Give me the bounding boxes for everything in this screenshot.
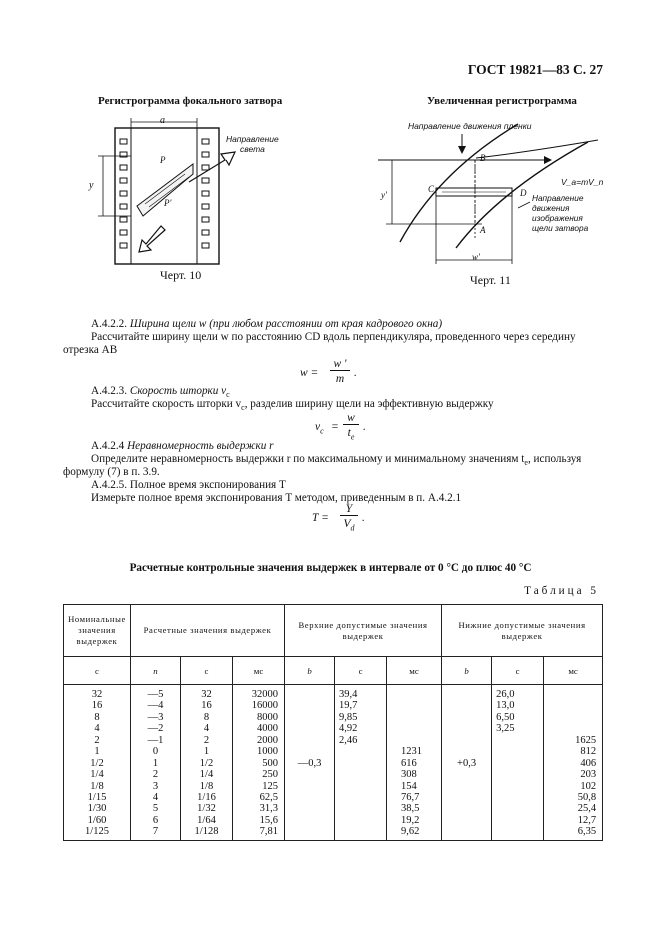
table-cell: 2	[203, 734, 210, 746]
col-calc-ms	[233, 685, 285, 841]
fig10-label-p1: P'	[164, 198, 172, 208]
table-cell: 5	[152, 803, 159, 815]
table-cell: 1000	[257, 746, 279, 758]
table-cell	[285, 689, 334, 700]
table-cell: 2,46	[339, 734, 358, 746]
table-cell	[496, 735, 543, 746]
table-cell: 125	[262, 780, 279, 792]
table-cell	[285, 723, 334, 734]
table-cell: 32	[91, 689, 103, 700]
col-upper-ms	[387, 685, 442, 841]
table-cell	[442, 700, 491, 711]
film-perforations-right	[202, 139, 209, 248]
table-cell	[339, 758, 386, 769]
table-cell	[496, 815, 543, 826]
table-cell: 1/128	[194, 826, 219, 838]
section-a422-body-1: Рассчитайте ширину щели w по расстоянию CD вдоль перпендикуляра, проведенного через середину	[91, 331, 576, 343]
fig11-label-y1: y'	[381, 190, 387, 200]
table-title: Расчетные контрольные значения выдержек в интервале от 0 °С до плюс 40 °С	[129, 562, 532, 574]
fig10-label-p: P	[160, 155, 166, 165]
table-cell: 25,4	[577, 803, 597, 815]
fig11-label-d: D	[520, 188, 527, 198]
table-cell: 7	[152, 826, 159, 838]
col-calc-c	[181, 685, 233, 841]
fig10-title: Регистрограмма фокального затвора	[98, 95, 283, 107]
table-number: Таблица 5	[524, 585, 599, 597]
table-cell: 3,25	[496, 723, 515, 735]
table-cell: 1/8	[199, 780, 214, 792]
table-cell: 19,2	[401, 814, 420, 826]
table-cell	[339, 826, 386, 837]
table-cell: 4	[152, 791, 159, 803]
table-cell: 1/8	[90, 780, 104, 792]
table-cell: 1/32	[197, 803, 216, 815]
table-cell: +0,3	[457, 757, 477, 769]
table-cell: 1	[203, 746, 210, 758]
table-cell: 1/4	[199, 769, 214, 781]
table-cell	[401, 712, 441, 723]
table-cell	[339, 815, 386, 826]
table-cell: 7,81	[259, 826, 279, 838]
section-a424-body-1: Определите неравномерность выдержки r по максимальному и минимальному значениям $t_e$, используя	[91, 453, 582, 468]
table-cell: 38,5	[401, 803, 420, 815]
table-cell	[544, 689, 596, 700]
section-a424-heading: А.4.2.4 Неравномерность выдержки r	[91, 440, 274, 452]
table-cell: 6,35	[577, 826, 597, 838]
table-cell: 16	[201, 700, 212, 712]
table-cell: 500	[262, 757, 279, 769]
table-cell: —5	[147, 689, 164, 700]
table-cell	[544, 723, 596, 734]
section-a422-heading: А.4.2.2. Ширина щели w (при любом расстоянии от края кадрового окна)	[91, 318, 443, 330]
fig11-film-direction: Направление движения пленки	[408, 121, 532, 131]
table-cell	[442, 746, 491, 757]
table-cell: 1/2	[90, 757, 104, 769]
film-arrow	[139, 226, 165, 252]
table-cell	[496, 781, 543, 792]
table-cell	[401, 735, 441, 746]
table-cell: 406	[580, 757, 597, 769]
table-cell: 1231	[401, 746, 423, 758]
table-cell	[285, 712, 334, 723]
table-cell	[442, 803, 491, 814]
fig11-label-c: C	[428, 184, 435, 194]
col-nominal	[64, 685, 131, 841]
table-cell: 32000	[251, 689, 279, 700]
table-cell: 250	[262, 769, 279, 781]
table-cell	[442, 826, 491, 837]
table-cell	[285, 803, 334, 814]
table-cell: 16	[91, 700, 103, 712]
unit-cell: n	[131, 657, 181, 685]
curve-top	[476, 140, 598, 158]
table-cell: —2	[147, 723, 164, 735]
unit-cell: c	[335, 657, 387, 685]
table-cell	[339, 769, 386, 780]
unit-cell: c	[492, 657, 544, 685]
unit-cell: c	[181, 657, 233, 685]
table-cell: 3	[152, 780, 159, 792]
table-cell: 32	[201, 689, 212, 700]
unit-cell: b	[442, 657, 492, 685]
table-cell	[442, 792, 491, 803]
table-cell: 2	[152, 769, 159, 781]
table-cell: 4,92	[339, 723, 358, 735]
table-cell: 1/64	[197, 814, 216, 826]
fig11-label-a: A	[480, 225, 486, 235]
table-cell	[285, 735, 334, 746]
header-lower: Нижние допустимые значения выдержек	[442, 605, 603, 657]
col-upper-c	[335, 685, 387, 841]
table-cell: 203	[580, 769, 597, 781]
table-cell: —3	[147, 711, 164, 723]
table-cell: 62,5	[259, 791, 279, 803]
table-cell	[285, 769, 334, 780]
table-cell	[285, 792, 334, 803]
col-lower-c	[492, 685, 544, 841]
table-cell: 26,0	[496, 689, 515, 700]
table-cell: 9,85	[339, 711, 358, 723]
table-cell	[339, 781, 386, 792]
table-cell	[496, 792, 543, 803]
fig11-label-b: B	[480, 153, 486, 163]
table-cell: —0,3	[297, 757, 322, 769]
page-header: ГОСТ 19821—83 С. 27	[467, 62, 603, 77]
table-cell: 4	[94, 723, 100, 735]
table-cell: 1/4	[90, 769, 104, 781]
section-a423-heading: А.4.2.3. Скорость шторки $v_c$	[91, 385, 230, 400]
table-cell	[496, 803, 543, 814]
fig11-note: Направление движения изображения щели затвора	[532, 193, 589, 233]
fig10-label-a: a	[160, 115, 165, 126]
table-cell	[442, 735, 491, 746]
col-n	[131, 685, 181, 841]
table-cell: 2	[94, 734, 100, 746]
table-cell: 102	[580, 780, 597, 792]
table-cell	[285, 826, 334, 837]
col-lower-ms	[544, 685, 603, 841]
table-cell: 76,7	[401, 791, 420, 803]
fig10-arrow-note: Направление света	[226, 134, 279, 154]
table-cell: —1	[147, 734, 164, 746]
fig11-caption: Черт. 11	[470, 273, 511, 287]
light-arrow	[189, 152, 235, 182]
fig11-title: Увеличенная регистрограмма	[427, 95, 577, 107]
table-cell: 31,3	[259, 803, 279, 815]
table-cell: 1/125	[85, 826, 109, 838]
table-cell	[339, 803, 386, 814]
unit-cell: мс	[233, 657, 285, 685]
table-cell: 2000	[257, 734, 279, 746]
section-a422-body-2: отрезка AB	[63, 344, 118, 356]
table-cell	[496, 769, 543, 780]
table-cell: 308	[401, 769, 417, 781]
table-cell: 1/15	[87, 791, 107, 803]
table-cell	[442, 815, 491, 826]
table-cell	[544, 712, 596, 723]
slit-band	[137, 164, 193, 216]
header-upper: Верхние допустимые значения выдержек	[285, 605, 442, 657]
table-cell	[442, 689, 491, 700]
table-cell: 8	[203, 711, 210, 723]
table-cell	[544, 700, 596, 711]
table-5	[63, 604, 603, 841]
table-cell: 12,7	[577, 814, 597, 826]
table-cell: 6,50	[496, 711, 515, 723]
table-cell	[496, 826, 543, 837]
unit-cell: мс	[544, 657, 603, 685]
col-upper-b	[285, 685, 335, 841]
table-cell: 50,8	[577, 791, 597, 803]
header-nominal: Номинальные значения выдержек	[64, 605, 131, 657]
table-cell: 6	[152, 814, 159, 826]
table-cell	[401, 700, 441, 711]
unit-cell: мс	[387, 657, 442, 685]
table-cell: 154	[401, 780, 417, 792]
table-cell: 1	[152, 757, 159, 769]
table-cell	[442, 723, 491, 734]
fig11-formula: V_a=mV_n	[561, 177, 604, 187]
table-cell: 8000	[257, 711, 279, 723]
header-calc: Расчетные значения выдержек	[131, 605, 285, 657]
table-cell: 1625	[575, 734, 597, 746]
unit-cell: c	[64, 657, 131, 685]
table-cell: 1/2	[199, 757, 214, 769]
table-cell: 15,6	[259, 814, 279, 826]
table-cell	[339, 746, 386, 757]
fig10-caption: Черт. 10	[160, 268, 202, 282]
fig10-label-y: y	[89, 180, 94, 191]
table-cell: 1/30	[87, 803, 107, 815]
table-cell	[339, 792, 386, 803]
table-cell: 4000	[257, 723, 279, 735]
table-cell	[285, 815, 334, 826]
table-cell	[442, 769, 491, 780]
table-cell	[496, 746, 543, 757]
table-cell: 39,4	[339, 689, 358, 700]
col-lower-b	[442, 685, 492, 841]
table-cell: 9,62	[401, 826, 420, 838]
table-cell: 4	[203, 723, 210, 735]
section-a423-body: Рассчитайте скорость шторки $v_c$, разделив ширину щели на эффективную выдержку	[91, 398, 494, 413]
fig11-label-w1: w'	[472, 252, 480, 262]
table-cell	[285, 746, 334, 757]
table-cell	[401, 723, 441, 734]
table-cell: —4	[147, 700, 164, 712]
table-cell: 1/16	[197, 791, 216, 803]
section-a424-body-2: формулу (7) в п. 3.9.	[63, 466, 160, 478]
table-cell: 0	[152, 746, 159, 758]
section-a425-body: Измерьте полное время экспонирования T методом, приведенным в п. А.4.2.1	[91, 492, 462, 504]
table-cell: 13,0	[496, 700, 515, 712]
table-cell	[401, 689, 441, 700]
film-perforations-left	[120, 139, 127, 248]
table-cell: 16000	[251, 700, 279, 712]
table-cell	[285, 700, 334, 711]
table-cell	[285, 781, 334, 792]
table-cell: 1/60	[87, 814, 107, 826]
unit-cell: b	[285, 657, 335, 685]
table-cell: 1	[94, 746, 100, 758]
table-cell: 8	[94, 711, 100, 723]
section-a425-heading: А.4.2.5. Полное время экспонирования T	[91, 479, 286, 491]
table-cell: 812	[580, 746, 597, 758]
table-cell: 616	[401, 757, 417, 769]
table-cell	[442, 781, 491, 792]
table-cell	[496, 758, 543, 769]
table-cell	[442, 712, 491, 723]
table-cell: 19,7	[339, 700, 358, 712]
